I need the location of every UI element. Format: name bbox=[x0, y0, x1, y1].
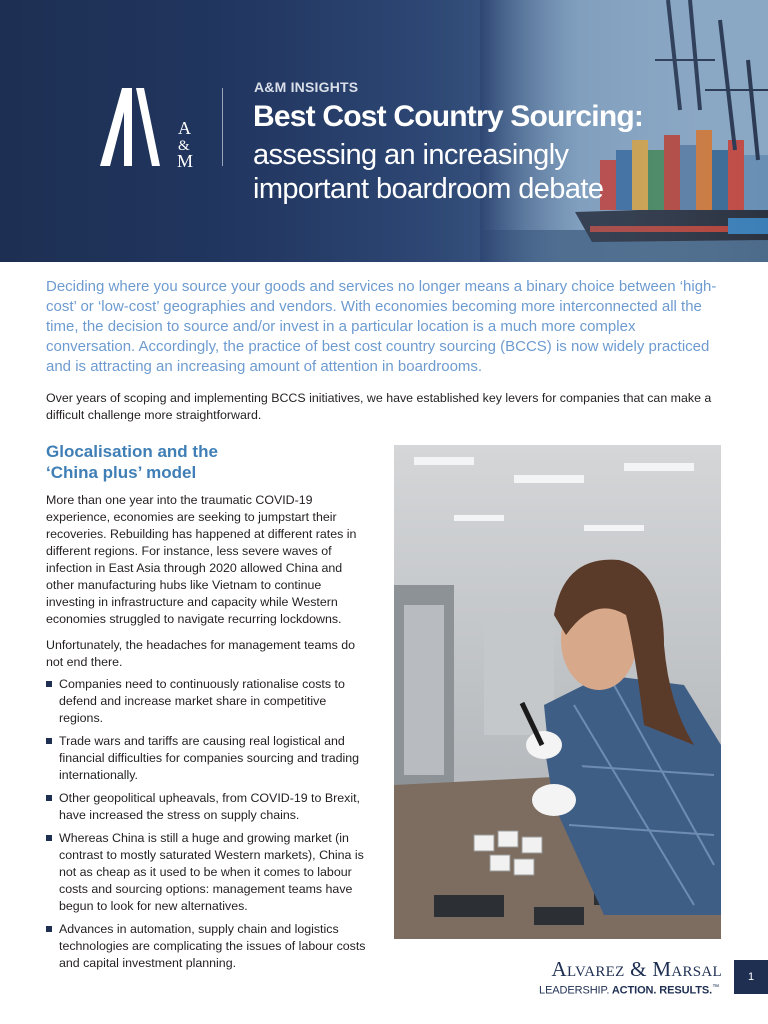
list-item bbox=[46, 790, 371, 824]
list-item bbox=[46, 733, 371, 784]
section-paragraph-2: Unfortunately, the headaches for management teams do not end there. bbox=[46, 638, 356, 669]
trademark-mark: ™ bbox=[712, 984, 719, 991]
list-item bbox=[46, 830, 371, 915]
intro-lead: Over years of scoping and implementing BCCS initiatives, we have established key levers for companies that can make a difficult challenge more straightforward. bbox=[46, 391, 712, 422]
logo-divider bbox=[222, 88, 223, 166]
list-item bbox=[46, 676, 371, 727]
tagline-leadership: LEADERSHIP. bbox=[539, 984, 610, 997]
page-subtitle: assessing an increasingly important boardroom debate bbox=[253, 139, 604, 205]
insights-kicker: A&M INSIGHTS bbox=[254, 79, 359, 95]
list-item-text: Other geopolitical upheavals, from COVID-19 to Brexit, have increased the stress on supply chains. bbox=[59, 791, 360, 822]
list-item bbox=[46, 921, 371, 972]
page-number: 1 bbox=[734, 960, 768, 994]
square-bullet-icon bbox=[46, 795, 52, 801]
am-monogram-icon bbox=[98, 86, 198, 170]
svg-text:&: & bbox=[178, 138, 190, 154]
square-bullet-icon bbox=[46, 738, 52, 744]
list-item-text: Trade wars and tariffs are causing real logistical and financial difficulties for companies sourcing and trading internationally. bbox=[59, 734, 360, 782]
svg-text:A: A bbox=[178, 118, 191, 138]
page-title: Best Cost Country Sourcing: bbox=[253, 100, 644, 133]
square-bullet-icon bbox=[46, 926, 52, 932]
list-item-text: Advances in automation, supply chain and logistics technologies are complicating the issues of labour costs and capital investment planning. bbox=[59, 922, 366, 970]
square-bullet-icon bbox=[46, 835, 52, 841]
section-heading bbox=[46, 441, 376, 483]
intro-highlight: Deciding where you source your goods and services no longer means a binary choice between ‘high-cost’ or ‘low-cost’ geographies and vendors. With economies becoming more interconnected all the time, the decision to source and/or invest in a particular location is a much more complex conversation. Accordingly, the practice of best cost country sourcing (BCCS) is now widely practiced and is attracting an increasing amount of attention in boardrooms. bbox=[46, 278, 717, 375]
svg-text:M: M bbox=[177, 151, 194, 170]
list-item-text: Whereas China is still a huge and growing market (in contrast to mostly saturated Western markets), China is not as cheap as it used to be when it comes to labour costs and sourcing options: management teams have begun to look for new alternatives. bbox=[59, 831, 364, 913]
bullet-list bbox=[46, 676, 371, 978]
section-paragraph-1: More than one year into the traumatic COVID-19 experience, economies are seeking to jumpstart their recoveries. Rebuilding has happened at different rates in different regions. For instance, less severe waves of infection in East Asia through 2020 allowed China and other manufacturing hubs like Vietnam to continue investing in infrastructure and capacity while Western economies struggled to navigate recurring lockdowns. bbox=[46, 493, 357, 626]
factory-worker-photo bbox=[394, 445, 721, 939]
list-item-text: Companies need to continuously rationalise costs to defend and increase market share in competitive regions. bbox=[59, 677, 345, 725]
brand-wordmark: Alvarez & Marsal bbox=[551, 957, 722, 981]
square-bullet-icon bbox=[46, 681, 52, 687]
brand-tagline bbox=[500, 984, 719, 997]
header-banner bbox=[0, 0, 768, 262]
tagline-action-results: ACTION. RESULTS. bbox=[609, 984, 713, 997]
section-heading-line2: ‘China plus’ model bbox=[46, 463, 197, 482]
section-heading-line1: Glocalisation and the bbox=[46, 442, 218, 461]
